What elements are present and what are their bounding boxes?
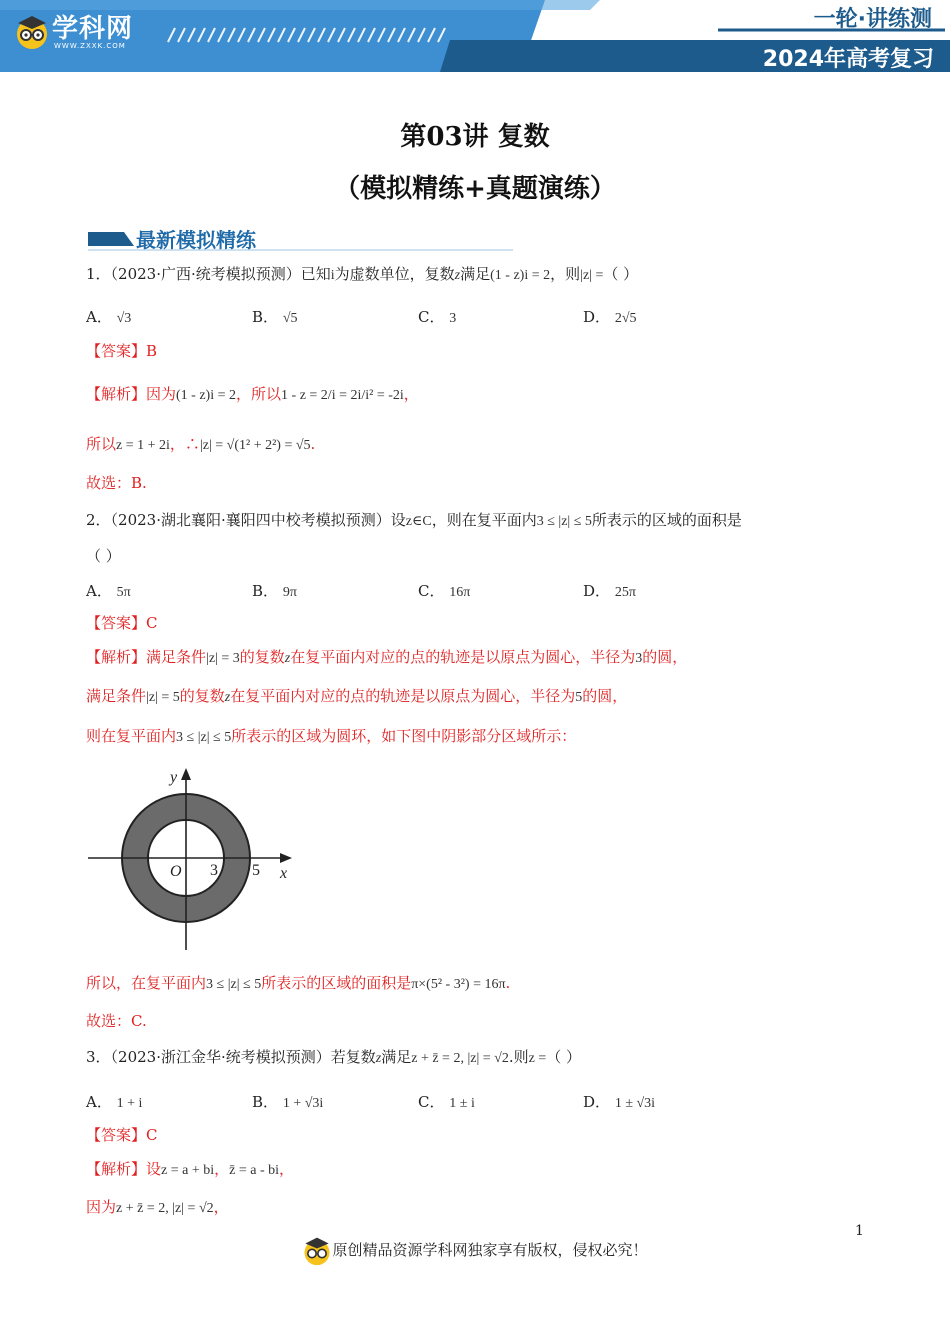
q2-blank: （ ）	[86, 547, 121, 565]
footer-text: 原创精品资源学科网独家享有版权，侵权必究！	[332, 1241, 648, 1259]
q1-answer: 【答案】B	[86, 342, 158, 360]
y-axis-arrow	[181, 768, 191, 780]
q2-option-b: B． 9π	[252, 582, 297, 600]
q1-analysis: 【解析】因为(1 - z)i = 2，所以1 - z = 2/i = 2i/i² = -2i，	[86, 385, 419, 403]
q3-analysis-2: 因为z + z̄ = 2, |z| = √2，	[86, 1198, 229, 1216]
year-label: 2024年高考复习	[762, 47, 934, 72]
q3-option-b: B． 1 + √3i	[252, 1093, 324, 1111]
mascot-footer-icon	[302, 1236, 332, 1266]
q2-option-c: C． 16π	[418, 582, 471, 600]
q2-analysis-4: 所以，在复平面内3 ≤ |z| ≤ 5所表示的区域的面积是π×(5² - 3²) = 16π.	[86, 974, 511, 992]
q3-option-c: C． 1 ± i	[418, 1093, 475, 1111]
logo-url: WWW.ZXXK.COM	[54, 42, 126, 50]
q2-analysis-1: 【解析】满足条件|z| = 3的复数z在复平面内对应的点的轨迹是以原点为圆心，半径为3的圆，	[86, 648, 688, 666]
logo-text: 学科网	[52, 14, 134, 44]
q1-stem: 1．（2023·广西·统考模拟预测）已知i为虚数单位，复数z满足(1 - z)i = 2，则|z| =（ ）	[86, 265, 639, 283]
q2-option-a: A． 5π	[86, 582, 131, 600]
origin-label: O	[170, 863, 182, 880]
q2-analysis-3: 则在复平面内3 ≤ |z| ≤ 5所表示的区域为圆环，如下图中阴影部分区域所示：	[86, 727, 577, 745]
y-axis-label: y	[170, 769, 178, 786]
footer	[0, 1236, 950, 1266]
q2-choose: 故选：C.	[86, 1012, 147, 1030]
q1-option-d: D． 2√5	[583, 308, 637, 326]
page-number: 1	[855, 1223, 864, 1239]
q1-option-a: A． √3	[86, 308, 132, 326]
q1-option-b: B． √5	[252, 308, 298, 326]
q2-option-d: D． 25π	[583, 582, 636, 600]
q1-option-c: C． 3	[418, 308, 457, 326]
q2-stem: 2．（2023·湖北襄阳·襄阳四中校考模拟预测）设z∈C，则在复平面内3 ≤ |z| ≤ 5所表示的区域的面积是	[86, 511, 742, 529]
page-subtitle: （模拟精练+真题演练）	[334, 174, 616, 204]
q3-analysis-1: 【解析】设z = a + bi，z̄ = a - bi，	[86, 1160, 295, 1178]
q2-answer: 【答案】C	[86, 614, 158, 632]
section-title: 最新模拟精练	[136, 228, 256, 252]
mascot-logo-icon	[14, 14, 50, 50]
series-title: 一轮·讲练测	[813, 7, 932, 32]
annulus-figure	[86, 762, 300, 954]
q3-stem: 3．（2023·浙江金华·统考模拟预测）若复数z满足z + z̄ = 2, |z| = √2.则z =（ ）	[86, 1048, 582, 1066]
q3-answer: 【答案】C	[86, 1126, 158, 1144]
inner-radius-label: 3	[210, 862, 218, 879]
q3-option-d: D． 1 ± √3i	[583, 1093, 656, 1111]
q2-analysis-2: 满足条件|z| = 5的复数z在复平面内对应的点的轨迹是以原点为圆心，半径为5的圆，	[86, 687, 628, 705]
page-title: 第03讲 复数	[400, 122, 550, 152]
x-axis-label: x	[280, 865, 288, 882]
outer-radius-label: 5	[252, 862, 260, 879]
x-axis-arrow	[280, 853, 292, 863]
q3-option-a: A． 1 + i	[86, 1093, 143, 1111]
q1-choose: 故选：B.	[86, 474, 147, 492]
q1-conclusion: 所以z = 1 + 2i，∴|z| = √(1² + 2²) = √5.	[86, 435, 316, 453]
